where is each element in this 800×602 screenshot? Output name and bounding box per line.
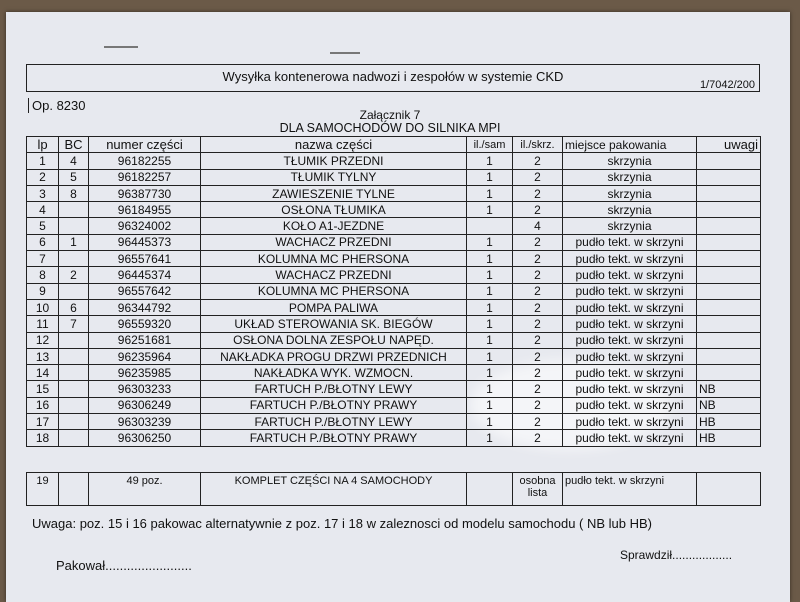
cell-lp: 9 (27, 283, 59, 299)
cell-qty-car: 1 (467, 185, 513, 201)
cell-lp: 17 (27, 414, 59, 430)
cell-notes (697, 234, 761, 250)
packed-by-signature: Pakował........................ (56, 558, 192, 573)
table-row (27, 202, 761, 218)
cell-packing: pudło tekt. w skrzyni (563, 267, 697, 283)
cell-bc: 4 (59, 153, 89, 169)
cell-lp: 4 (27, 202, 59, 218)
cell-bc (59, 251, 89, 267)
cell-lp: 14 (27, 365, 59, 381)
cell-lp: 13 (27, 348, 59, 364)
cell-qty-box: 2 (513, 332, 563, 348)
summary-bc (59, 473, 89, 506)
cell-packing: skrzynia (563, 218, 697, 234)
cell-lp: 8 (27, 267, 59, 283)
cell-lp: 7 (27, 251, 59, 267)
cell-qty-car (467, 218, 513, 234)
cell-qty-car: 1 (467, 283, 513, 299)
cell-qty-box: 2 (513, 267, 563, 283)
attachment-label: Załącznik 7 (359, 108, 421, 122)
column-header-part-number: numer części (89, 137, 201, 153)
cell-qty-car: 1 (467, 202, 513, 218)
cell-packing: pudło tekt. w skrzyni (563, 299, 697, 315)
cell-packing: pudło tekt. w skrzyni (563, 430, 697, 446)
cell-part-number: 96559320 (89, 316, 201, 332)
cell-part-number: 96303239 (89, 414, 201, 430)
cell-packing: skrzynia (563, 153, 697, 169)
cell-part-name: WACHACZ PRZEDNI (201, 234, 467, 250)
cell-qty-car: 1 (467, 299, 513, 315)
cell-qty-car: 1 (467, 365, 513, 381)
cell-qty-box: 2 (513, 397, 563, 413)
cell-bc: 5 (59, 169, 89, 185)
document-subtitle: DLA SAMOCHODÓW DO SILNIKA MPI (279, 121, 501, 135)
cell-part-number: 96557641 (89, 251, 201, 267)
cell-lp: 2 (27, 169, 59, 185)
cell-packing: pudło tekt. w skrzyni (563, 365, 697, 381)
table-row (27, 169, 761, 185)
cell-bc (59, 218, 89, 234)
cell-notes (697, 251, 761, 267)
cell-notes: NB (697, 397, 761, 413)
summary-lp: 19 (27, 473, 59, 506)
cell-part-name: OSŁONA DOLNA ZESPOŁU NAPĘD. (201, 332, 467, 348)
cell-qty-car: 1 (467, 234, 513, 250)
cell-bc (59, 397, 89, 413)
cell-part-name: NAKŁADKA PROGU DRZWI PRZEDNICH (201, 348, 467, 364)
table-row (27, 348, 761, 364)
summary-table (26, 472, 761, 506)
cell-qty-box: 2 (513, 381, 563, 397)
cell-notes: HB (697, 414, 761, 430)
cell-qty-box: 2 (513, 316, 563, 332)
cell-qty-car: 1 (467, 332, 513, 348)
cell-lp: 11 (27, 316, 59, 332)
operation-code: Op. 8230 (28, 98, 86, 113)
cell-part-name: TŁUMIK PRZEDNI (201, 153, 467, 169)
cell-qty-car: 1 (467, 267, 513, 283)
cell-packing: pudło tekt. w skrzyni (563, 251, 697, 267)
cell-notes (697, 365, 761, 381)
cell-qty-box: 2 (513, 430, 563, 446)
cell-qty-car: 1 (467, 348, 513, 364)
cell-packing: pudło tekt. w skrzyni (563, 332, 697, 348)
cell-notes (697, 316, 761, 332)
cell-notes (697, 218, 761, 234)
cell-part-number: 96306249 (89, 397, 201, 413)
summary-count: 49 poz. (89, 473, 201, 506)
packing-note: Uwaga: poz. 15 i 16 pakowac alternatywnie z poz. 17 i 18 w zaleznosci od modelu samochodu ( NB lub HB) (32, 516, 652, 531)
cell-bc (59, 365, 89, 381)
cell-qty-car: 1 (467, 397, 513, 413)
cell-part-number: 96387730 (89, 185, 201, 201)
cell-part-name: NAKŁADKA WYK. WZMOCN. (201, 365, 467, 381)
column-header-part-name: nazwa części (201, 137, 467, 153)
cell-part-number: 96306250 (89, 430, 201, 446)
column-header-qty-box: il./skrz. (513, 137, 563, 153)
cell-part-number: 96235964 (89, 348, 201, 364)
summary-row (27, 473, 761, 506)
table-row (27, 381, 761, 397)
cell-qty-box: 2 (513, 348, 563, 364)
table-body (27, 153, 761, 446)
cell-part-number: 96182255 (89, 153, 201, 169)
cell-lp: 6 (27, 234, 59, 250)
column-header-bc: BC (59, 137, 89, 153)
cell-lp: 12 (27, 332, 59, 348)
cell-bc (59, 332, 89, 348)
document-number: 1/7042/200 (699, 79, 755, 91)
cell-qty-box: 2 (513, 414, 563, 430)
column-header-notes: uwagi (697, 137, 761, 153)
cell-notes: HB (697, 430, 761, 446)
table-row (27, 332, 761, 348)
cell-qty-box: 2 (513, 234, 563, 250)
staple-mark (330, 52, 360, 54)
cell-packing: skrzynia (563, 202, 697, 218)
cell-notes: NB (697, 381, 761, 397)
table-row (27, 153, 761, 169)
cell-bc (59, 430, 89, 446)
cell-bc (59, 348, 89, 364)
cell-notes (697, 185, 761, 201)
cell-lp: 1 (27, 153, 59, 169)
cell-qty-box: 2 (513, 202, 563, 218)
cell-qty-car: 1 (467, 169, 513, 185)
cell-lp: 5 (27, 218, 59, 234)
cell-qty-box: 2 (513, 251, 563, 267)
cell-part-name: FARTUCH P./BŁOTNY LEWY (201, 414, 467, 430)
cell-bc (59, 202, 89, 218)
cell-lp: 15 (27, 381, 59, 397)
cell-lp: 3 (27, 185, 59, 201)
cell-qty-box: 2 (513, 185, 563, 201)
cell-part-number: 96344792 (89, 299, 201, 315)
table-row (27, 251, 761, 267)
checked-by-signature: Sprawdził.................. (620, 548, 733, 562)
cell-part-number: 96303233 (89, 381, 201, 397)
table-row (27, 365, 761, 381)
parts-table (26, 136, 761, 447)
cell-lp: 16 (27, 397, 59, 413)
summary-notes (697, 473, 761, 506)
cell-bc: 7 (59, 316, 89, 332)
cell-packing: pudło tekt. w skrzyni (563, 397, 697, 413)
table-row (27, 234, 761, 250)
cell-qty-box: 2 (513, 283, 563, 299)
cell-part-name: KOLUMNA MC PHERSONA (201, 251, 467, 267)
cell-part-number: 96445373 (89, 234, 201, 250)
document-header (26, 64, 760, 92)
cell-part-number: 96557642 (89, 283, 201, 299)
cell-notes (697, 153, 761, 169)
cell-qty-box: 2 (513, 169, 563, 185)
cell-part-number: 96235985 (89, 365, 201, 381)
table-header-row (27, 137, 761, 153)
cell-qty-car: 1 (467, 414, 513, 430)
table-row (27, 316, 761, 332)
cell-qty-car: 1 (467, 316, 513, 332)
cell-part-name: WACHACZ PRZEDNI (201, 267, 467, 283)
cell-part-name: POMPA PALIWA (201, 299, 467, 315)
cell-bc: 2 (59, 267, 89, 283)
cell-part-name: UKŁAD STEROWANIA SK. BIEGÓW (201, 316, 467, 332)
cell-notes (697, 169, 761, 185)
cell-qty-box: 2 (513, 153, 563, 169)
cell-packing: pudło tekt. w skrzyni (563, 316, 697, 332)
cell-notes (697, 283, 761, 299)
cell-packing: pudło tekt. w skrzyni (563, 283, 697, 299)
cell-part-name: FARTUCH P./BŁOTNY PRAWY (201, 430, 467, 446)
cell-qty-car: 1 (467, 430, 513, 446)
cell-qty-car: 1 (467, 251, 513, 267)
cell-part-name: KOŁO A1-JEZDNE (201, 218, 467, 234)
cell-qty-box: 4 (513, 218, 563, 234)
table-row (27, 283, 761, 299)
cell-lp: 18 (27, 430, 59, 446)
cell-bc: 6 (59, 299, 89, 315)
table-row (27, 299, 761, 315)
summary-packing: pudło tekt. w skrzyni (563, 473, 697, 506)
cell-notes (697, 299, 761, 315)
summary-name: KOMPLET CZĘŚCI NA 4 SAMOCHODY (201, 473, 467, 506)
cell-packing: pudło tekt. w skrzyni (563, 348, 697, 364)
table-row (27, 430, 761, 446)
cell-qty-box: 2 (513, 365, 563, 381)
cell-part-number: 96251681 (89, 332, 201, 348)
cell-notes (697, 332, 761, 348)
document-title: Wysyłka kontenerowa nadwozi i zespołów w systemie CKD (222, 69, 564, 84)
cell-bc (59, 381, 89, 397)
cell-packing: pudło tekt. w skrzyni (563, 234, 697, 250)
cell-part-name: FARTUCH P./BŁOTNY PRAWY (201, 397, 467, 413)
table-row (27, 267, 761, 283)
cell-lp: 10 (27, 299, 59, 315)
cell-bc: 1 (59, 234, 89, 250)
cell-part-name: KOLUMNA MC PHERSONA (201, 283, 467, 299)
cell-packing: pudło tekt. w skrzyni (563, 414, 697, 430)
cell-part-number: 96324002 (89, 218, 201, 234)
table-row (27, 397, 761, 413)
summary-qty-car (467, 473, 513, 506)
cell-qty-car: 1 (467, 381, 513, 397)
summary-list: osobna lista (513, 473, 563, 506)
cell-part-name: ZAWIESZENIE TYLNE (201, 185, 467, 201)
cell-qty-car: 1 (467, 153, 513, 169)
cell-part-name: TŁUMIK TYLNY (201, 169, 467, 185)
cell-packing: skrzynia (563, 185, 697, 201)
cell-bc (59, 414, 89, 430)
cell-part-number: 96182257 (89, 169, 201, 185)
column-header-lp: lp (27, 137, 59, 153)
cell-qty-box: 2 (513, 299, 563, 315)
staple-mark (104, 46, 138, 48)
table-row (27, 185, 761, 201)
table-row (27, 218, 761, 234)
cell-packing: pudło tekt. w skrzyni (563, 381, 697, 397)
cell-part-name: FARTUCH P./BŁOTNY LEWY (201, 381, 467, 397)
cell-notes (697, 202, 761, 218)
column-header-qty-car: il./sam (467, 137, 513, 153)
cell-packing: skrzynia (563, 169, 697, 185)
cell-notes (697, 267, 761, 283)
cell-bc (59, 283, 89, 299)
cell-bc: 8 (59, 185, 89, 201)
column-header-packing: miejsce pakowania (563, 137, 697, 153)
table-row (27, 414, 761, 430)
cell-part-number: 96184955 (89, 202, 201, 218)
cell-part-number: 96445374 (89, 267, 201, 283)
cell-notes (697, 348, 761, 364)
cell-part-name: OSŁONA TŁUMIKA (201, 202, 467, 218)
